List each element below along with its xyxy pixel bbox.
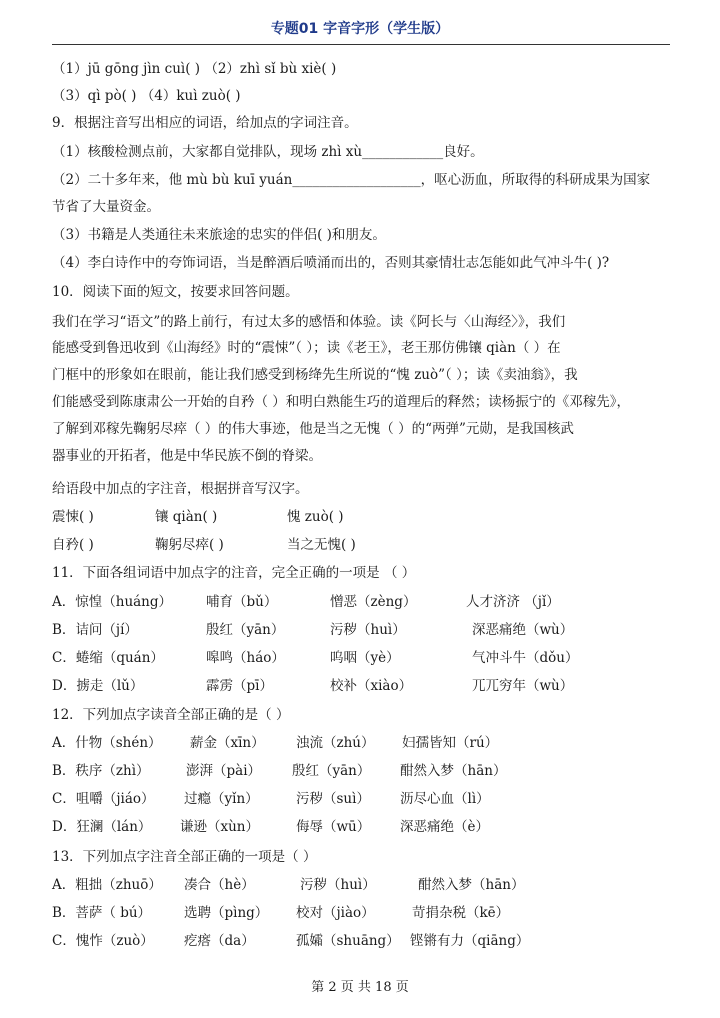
option-word: 深恶痛绝（è） [400, 819, 489, 835]
option-word: 哺育（bǔ） [206, 594, 278, 610]
option-word: D．狂澜（lán） [52, 819, 152, 835]
option-word: 疙瘩（da） [184, 933, 255, 949]
option-word: 沥尽心血（lì） [400, 791, 490, 807]
q13-stem: 13．下列加点字注音全部正确的一项是（ ） [52, 849, 317, 865]
option-word: B．诘问（jí） [52, 622, 138, 638]
option-word: 憎恶（zèng） [330, 594, 417, 610]
q9-item-3: （3）书籍是人类通往未来旅途的忠实的伴侣( )和朋友。 [52, 227, 386, 243]
q10-blank: 愧 zuò( ) [287, 509, 344, 525]
option-word: 选聘（pìng） [184, 905, 269, 921]
q10-blank: 镶 qiàn( ) [155, 509, 218, 525]
q10-blank: 当之无愧( ) [287, 537, 356, 553]
option-word: 酣然入梦（hān） [400, 763, 507, 779]
q10-passage-line-6: 器事业的开拓者，他是中华民族不倒的脊梁。 [52, 448, 322, 464]
option-word: 污秽（huì） [330, 622, 406, 638]
option-word: 铿锵有力（qiāng） [410, 933, 530, 949]
option-word: 孤孀（shuāng） [296, 933, 400, 949]
q9-item-4: （4）李白诗作中的夸饰词语，当是醉酒后喷涌而出的，否则其豪情壮志怎能如此气冲斗牛( )? [52, 255, 610, 271]
option-word: C．蜷缩（quán） [52, 650, 164, 666]
q9-item-1: （1）核酸检测点前，大家都自觉排队，现场 zhì xù____________良好。 [52, 144, 484, 160]
q10-blank: 震悚( ) [52, 509, 94, 525]
option-word: 妇孺皆知（rú） [402, 735, 499, 751]
q9-item-2a: （2）二十多年来，他 mù bù kuī yuán___________________，呕心沥血，所取得的科研成果为国家 [52, 172, 651, 188]
q11-stem: 11．下面各组词语中加点字的注音，完全正确的一项是 （ ） [52, 565, 416, 581]
page-header-title: 专题01 字音字形（学生版） [270, 21, 450, 37]
q8-row-2: （3）qì pò( ) （4）kuì zuò( ) [52, 88, 241, 104]
option-word: 嗥鸣（háo） [206, 650, 285, 666]
option-word: 校补（xiào） [330, 678, 413, 694]
q10-blank: 自矜( ) [52, 537, 94, 553]
q10-passage-line-2: 能感受到鲁迅收到《山海经》时的“震悚”（ ）；读《老王》，老王那仿佛镶 qiàn（ ）在 [52, 340, 561, 356]
option-word: 人才济济 （jǐ） [466, 594, 560, 610]
q12-stem: 12．下列加点字读音全部正确的是（ ） [52, 707, 290, 723]
option-word: 污秽（suì） [296, 791, 370, 807]
option-word: A．惊惶（huáng） [52, 594, 173, 610]
option-word: 殷红（yān） [292, 763, 371, 779]
option-word: D．掳走（lǔ） [52, 678, 144, 694]
q10-passage-line-3: 门框中的形象如在眼前，能让我们感受到杨绛先生所说的“愧 zuò”（ ）；读《卖油翁》，我 [52, 367, 578, 383]
option-word: 过瘾（yǐn） [184, 791, 259, 807]
page-number: 第 2 页 共 18 页 [311, 980, 409, 995]
option-word: 霹雳（pī） [206, 678, 273, 694]
option-word: C．咀嚼（jiáo） [52, 791, 155, 807]
option-word: 澎湃（pài） [186, 763, 262, 779]
option-word: B．秩序（zhì） [52, 763, 150, 779]
q10-ask: 给语段中加点的字注音，根据拼音写汉字。 [52, 481, 309, 497]
option-word: 酣然入梦（hān） [418, 877, 525, 893]
option-word: 苛捐杂税（kē） [412, 905, 510, 921]
option-word: 兀兀穷年（wù） [472, 678, 574, 694]
q10-passage-line-1: 我们在学习“语文”的路上前行，有过太多的感悟和体验。读《阿长与〈山海经〉》，我们 [52, 314, 566, 330]
option-word: C．愧怍（zuò） [52, 933, 154, 949]
option-word: 深恶痛绝（wù） [472, 622, 574, 638]
header-divider [52, 44, 670, 45]
q10-passage-line-5: 了解到邓稼先鞠躬尽瘁（ ）的伟大事迹，他是当之无愧（ ）的“两弹”元勋，是我国核武 [52, 421, 574, 437]
q9-stem: 9．根据注音写出相应的词语，给加点的字词注音。 [52, 115, 358, 131]
option-word: A．粗拙（zhuō） [52, 877, 162, 893]
option-word: 薪金（xīn） [190, 735, 265, 751]
q9-item-2b: 节省了大量资金。 [52, 199, 160, 215]
q8-row-1: （1）jū gōng jìn cuì( ) （2）zhì sǐ bù xiè( ) [52, 61, 337, 77]
q10-passage-line-4: 们能感受到陈康肃公一开始的自矜（ ）和明白熟能生巧的道理后的释然；读杨振宁的《邓稼先》， [52, 394, 631, 410]
option-word: B．菩萨（ bú） [52, 905, 152, 921]
option-word: 污秽（huì） [300, 877, 376, 893]
option-word: 殷红（yān） [206, 622, 285, 638]
option-word: A．什物（shén） [52, 735, 162, 751]
option-word: 气冲斗牛（dǒu） [472, 650, 579, 666]
q10-blank: 鞠躬尽瘁( ) [155, 537, 224, 553]
option-word: 校对（jiào） [296, 905, 375, 921]
option-word: 凑合（hè） [184, 877, 255, 893]
option-word: 谦逊（xùn） [180, 819, 260, 835]
option-word: 侮辱（wū） [296, 819, 371, 835]
option-word: 浊流（zhú） [296, 735, 375, 751]
q10-stem: 10．阅读下面的短文，按要求回答问题。 [52, 284, 299, 300]
option-word: 呜咽（yè） [330, 650, 400, 666]
